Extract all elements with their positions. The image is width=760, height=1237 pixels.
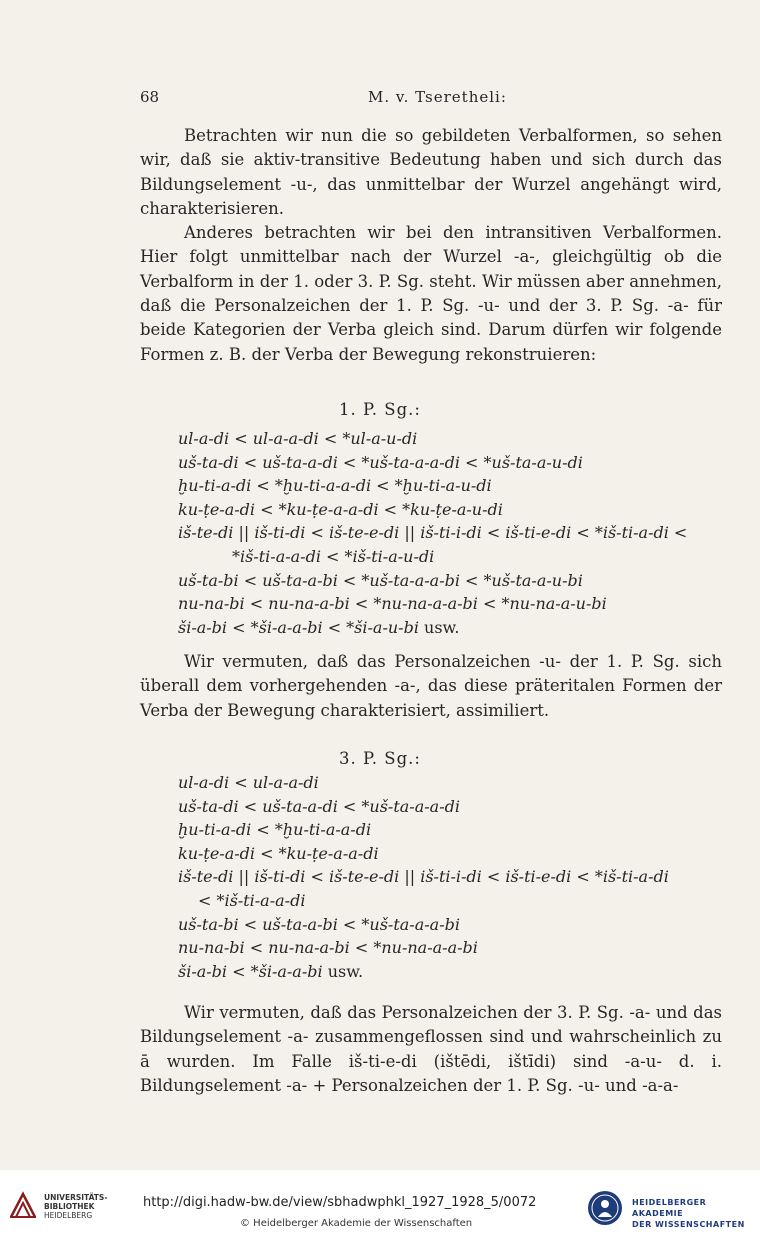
example-list-3p: [178, 771, 738, 983]
paragraph: Anderes betrachten wir bei den intransitiven Verbalformen. Hier folgt unmittelbar nach der Wurzel -a-, gleichgültig ob die Verbalform in der 1. oder 3. P. Sg. steht. Wir müssen aber annehmen, daß die Personalzeichen der 1. P. Sg. -u- und der 3. P. Sg. -a- für beide Kategorien der Verba gleich sind. Darum dürfen wir folgende Formen z. B. der Verba der Bewegung rekonstruieren:: [140, 223, 722, 364]
permalink-url[interactable]: http://digi.hadw-bw.de/view/sbhadwphkl_1927_1928_5/0072: [143, 1195, 537, 1210]
example-text: ši-a-bi < *ši-a-a-bi < *ši-a-u-bi: [178, 617, 419, 637]
example-line: nu-na-bi < nu-na-a-bi < *nu-na-a-a-bi < *nu-na-a-u-bi: [178, 594, 607, 614]
section-title-1p: 1. P. Sg.:: [339, 400, 421, 419]
page-header: [140, 88, 722, 112]
paragraph: Betrachten wir nun die so gebildeten Verbalformen, so sehen wir, daß sie aktiv-transitive Bedeutung haben und sich durch das Bildungselement -u-, das unmittelbar der Wurzel angehängt wird, charakterisieren.: [140, 126, 722, 218]
example-line: uš-ta-di < uš-ta-a-di < *uš-ta-a-a-di: [178, 796, 460, 816]
academy-name: HEIDELBERGER AKADEMIE DER WISSENSCHAFTEN: [632, 1198, 745, 1229]
usw-text: usw.: [424, 617, 460, 637]
section-title-3p: 3. P. Sg.:: [339, 749, 421, 768]
example-line: nu-na-bi < nu-na-a-bi < *nu-na-a-a-bi: [178, 938, 478, 958]
running-head: M. v. Tseretheli:: [368, 88, 507, 106]
example-line: *iš-ti-a-a-di < *iš-ti-a-u-di: [232, 546, 435, 566]
example-line: uš-ta-bi < uš-ta-a-bi < *uš-ta-a-a-bi: [178, 914, 460, 934]
paragraph: Wir vermuten, daß das Personalzeichen -u- der 1. P. Sg. sich überall dem vorhergehenden -a-, das diese präteritalen Formen der Verba der Bewegung charakterisiert, assimiliert.: [140, 652, 722, 720]
closing-text: [140, 1001, 722, 1098]
intro-text: [140, 124, 722, 367]
example-line: ku-ṭe-a-di < *ku-ṭe-a-a-di < *ku-ṭe-a-u-di: [178, 499, 503, 519]
example-line: ul-a-di < ul-a-a-di: [178, 773, 319, 792]
university-library-name: UNIVERSITÄTS- BIBLIOTHEK HEIDELBERG: [44, 1193, 108, 1220]
university-library-logo-icon: [8, 1190, 38, 1220]
usw-text: usw.: [327, 961, 364, 981]
example-line: iš-te-di || iš-ti-di < iš-te-e-di || iš-ti-i-di < iš-ti-e-di < *iš-ti-a-di <: [178, 523, 688, 543]
example-line: iš-te-di || iš-ti-di < iš-te-e-di || iš-ti-i-di < iš-ti-e-di < *iš-ti-a-di: [178, 867, 669, 887]
example-line: [178, 960, 738, 984]
example-list-1p: [178, 427, 738, 639]
copyright-notice: © Heidelberger Akademie der Wissenschaften: [240, 1218, 473, 1229]
example-line: ḫu-ti-a-di < *ḫu-ti-a-a-di: [178, 820, 372, 840]
example-text: ši-a-bi < *ši-a-a-bi: [178, 961, 323, 981]
example-line: [178, 616, 738, 640]
example-line: uš-ta-bi < uš-ta-a-bi < *uš-ta-a-a-bi < *uš-ta-a-u-bi: [178, 570, 583, 590]
example-line: < *iš-ti-a-a-di: [198, 890, 306, 910]
example-line: ul-a-di < ul-a-a-di < *ul-a-u-di: [178, 429, 418, 448]
middle-text: [140, 650, 722, 723]
page-number: 68: [140, 88, 160, 106]
paragraph: Wir vermuten, daß das Personalzeichen der 3. P. Sg. -a- und das Bildungselement -a- zusammengeflossen sind und wahrscheinlich zu ā wurden. Im Falle iš-ti-e-di (ištēdi, ištīdi) sind -a-u- d. i. Bildungselement -a- + Personalzeichen der 1. P. Sg. -u- und -a-a-: [140, 1003, 722, 1095]
example-line: ḫu-ti-a-di < *ḫu-ti-a-a-di < *ḫu-ti-a-u-di: [178, 476, 492, 496]
example-line: uš-ta-di < uš-ta-a-di < *uš-ta-a-a-di < *uš-ta-a-u-di: [178, 452, 583, 472]
academy-seal-icon: [587, 1190, 623, 1226]
example-line: ku-ṭe-a-di < *ku-ṭe-a-a-di: [178, 843, 379, 863]
